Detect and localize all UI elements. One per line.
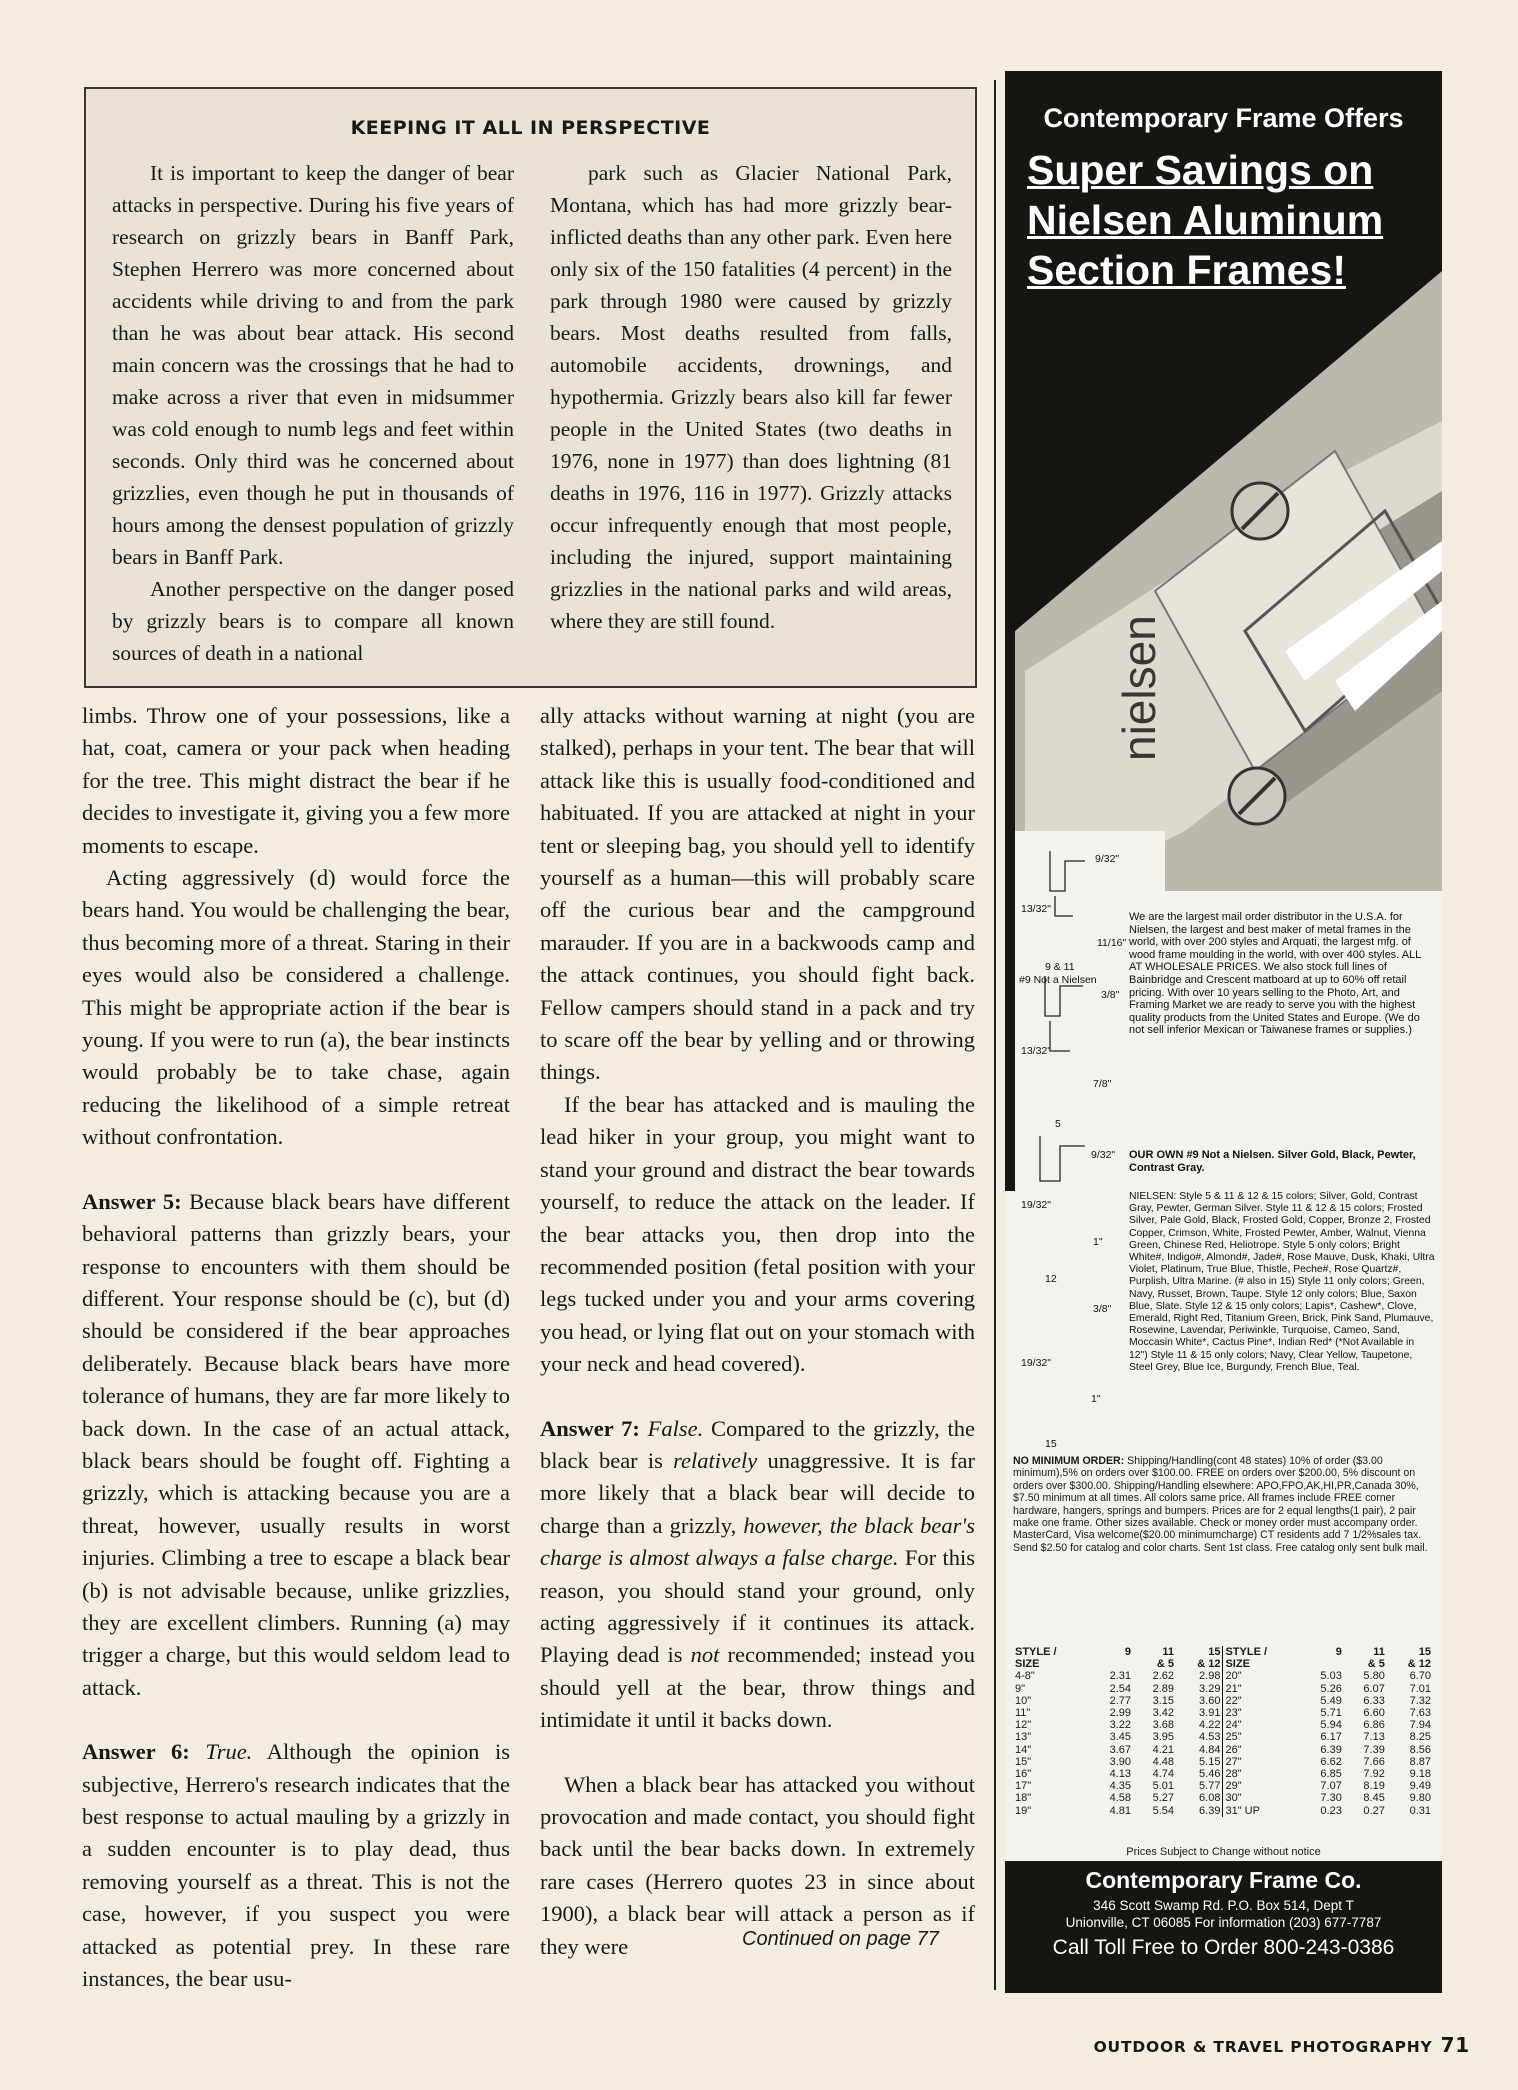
price-cell: 5.80	[1363, 1670, 1385, 1683]
price-cell: 3.91	[1199, 1707, 1221, 1720]
profile-label: 5	[1055, 1118, 1061, 1130]
price-cell: 5.27	[1152, 1792, 1175, 1805]
column-rule	[994, 80, 996, 1990]
company-phone: Unionville, CT 06085 For information (203) 677-7787	[1065, 1915, 1382, 1930]
price-cell: 2.89	[1152, 1682, 1175, 1695]
price-cell: 6.85	[1320, 1768, 1342, 1781]
price-cell: 5.77	[1199, 1780, 1221, 1793]
price-cell: 23"	[1223, 1707, 1301, 1719]
price-cell: 3.95	[1152, 1731, 1175, 1744]
answer-label: Answer 7:	[540, 1415, 640, 1441]
price-cell: 5.46	[1199, 1768, 1221, 1781]
middle-column	[540, 700, 975, 1963]
paragraph: limbs. Throw one of your possessions, like a hat, coat, camera or your pack when heading for the tree. This might distract the bear if he decides to investigate it, giving you a few more moments to escape.	[82, 703, 510, 858]
price-cell: 2.62	[1152, 1670, 1175, 1683]
paragraph: ally attacks without warning at night (you are stalked), perhaps in your tent. The bear that will attack like this is usually food-conditioned and habituated. If you are attacked at night in your tent or sleeping bag, you should yell to identify yourself as a human—this will probably scare off the curious bear and the campground marauder. If you are in a backwoods camp and the attack continues, you should fight back. Fellow campers should stand in a pack and try to scare off the bear by yelling and or throwing things.	[540, 703, 975, 1085]
price-cell: 30"	[1223, 1792, 1301, 1804]
answer-7	[540, 1413, 975, 1737]
paragraph: Acting aggressively (d) would force the bears hand. You would be challenging the bear, thus becoming more of a threat. Staring in their eyes would also be considered a challenge. This might be appropriate action if the bear is young. If you were to run (a), the bear instincts would probably be to take chase, again reducing the likelihood of a simple retreat without confrontation.	[82, 865, 510, 1150]
price-cell: 15"	[1015, 1755, 1032, 1768]
price-cell: 9.18	[1409, 1768, 1431, 1781]
price-cell: 9.80	[1409, 1792, 1431, 1805]
emphasis: however, the black bear's charge is almost always a false charge.	[540, 1512, 975, 1571]
price-table-header	[1013, 1658, 1433, 1670]
column-header: 9	[1335, 1646, 1342, 1658]
price-cell: 5.26	[1320, 1682, 1342, 1695]
price-cell: 18"	[1015, 1792, 1032, 1805]
sidebar-paragraph: Another perspective on the danger posed by grizzly bears is to compare all known sources of death in a national	[112, 577, 514, 665]
column-header: STYLE /	[1015, 1646, 1057, 1658]
answer-verdict: True.	[205, 1739, 253, 1765]
continued-note: Continued on page 77	[742, 1928, 939, 1950]
price-row	[1013, 1695, 1433, 1707]
price-cell: 20"	[1223, 1670, 1301, 1682]
price-cell: 2.31	[1109, 1670, 1132, 1683]
price-row	[1013, 1792, 1433, 1804]
price-cell: 2.54	[1109, 1682, 1132, 1695]
profile-label: 12	[1045, 1273, 1057, 1285]
price-cell: 5.71	[1320, 1707, 1342, 1720]
sidebar-column-2	[550, 157, 952, 637]
price-cell: 4.35	[1109, 1780, 1132, 1793]
dim-label: 13/32"	[1021, 903, 1052, 915]
price-cell: 5.01	[1152, 1780, 1175, 1793]
profile-label: #9 Not a Nielsen	[1019, 974, 1097, 986]
sidebar-box	[84, 87, 977, 688]
price-cell: 6.33	[1363, 1694, 1385, 1707]
price-cell: 4.13	[1109, 1768, 1132, 1781]
brand-logo: nielsen	[1113, 615, 1165, 761]
price-cell: 6.86	[1363, 1719, 1385, 1732]
column-header: 11	[1373, 1646, 1385, 1658]
price-cell: 24"	[1223, 1719, 1301, 1731]
ad-photo-panel	[1005, 71, 1442, 1191]
column-header: 9	[1124, 1646, 1132, 1658]
price-cell: 3.45	[1109, 1731, 1132, 1744]
price-cell: 7.63	[1409, 1707, 1431, 1720]
ad-own-style: OUR OWN #9 Not a Nielsen. Silver Gold, Black, Pewter, Contrast Gray.	[1129, 1149, 1416, 1174]
sidebar-column-1	[112, 157, 514, 669]
price-cell: 6.60	[1363, 1707, 1385, 1720]
price-cell: 2.98	[1199, 1670, 1221, 1683]
price-cell: 3.29	[1199, 1682, 1221, 1695]
column-header: & 5	[1156, 1658, 1175, 1671]
price-cell: 3.90	[1109, 1755, 1132, 1768]
dim-label: 1"	[1093, 1236, 1103, 1248]
dim-label: 19/32"	[1021, 1357, 1052, 1369]
column-header: & 12	[1197, 1658, 1221, 1671]
price-row	[1013, 1670, 1433, 1682]
paragraph: When a black bear has attacked you without provocation and made contact, you should fight back until the bear backs down. In extremely rare cases (Herrero quotes 23 in since about 1900), a black bear will attack a person as if they were	[540, 1771, 975, 1959]
price-cell: 12"	[1015, 1719, 1032, 1732]
price-cell: 7.32	[1409, 1694, 1431, 1707]
sidebar-title: KEEPING IT ALL IN PERSPECTIVE	[350, 117, 711, 139]
price-cell: 9"	[1015, 1682, 1026, 1695]
sidebar-paragraph: It is important to keep the danger of bear attacks in perspective. During his five years of research on grizzly bears in Banff Park, Stephen Herrero was more concerned about accidents while driving to and from the park than he was about bear attack. His second main concern was the crossings that he had to make across a river that even in midsummer was cold enough to numb legs and feet within seconds. Only third was he concerned about grizzlies, even though he put in thousands of hours among the densest population of grizzly bears in Banff Park.	[112, 161, 514, 569]
price-cell: 6.39	[1199, 1804, 1221, 1817]
price-cell: 8.19	[1363, 1780, 1385, 1793]
dim-label: 19/32"	[1021, 1199, 1052, 1211]
answer-text: Because black bears have different behavioral patterns than grizzly bears, your response to encounters with them should be different. Your response should be (c), but (d) should be considered if the bear approaches deliberately. Because black bears have more tolerance of humans, they are far more likely to back down. In the case of an actual attack, black bears should be fought off. Fighting a grizzly, which is attacking because you are a threat, however, usually results in worst injuries. Climbing a tree to escape a black bear (b) is not advisable because, unlike grizzlies, they are excellent climbers. Running (a) may trigger a charge, but this would seldom lead to attack.	[82, 1188, 510, 1700]
price-cell: 5.94	[1320, 1719, 1342, 1732]
price-cell: 7.66	[1363, 1755, 1385, 1768]
price-cell: 17"	[1015, 1780, 1032, 1793]
price-cell: 8.25	[1409, 1731, 1431, 1744]
price-cell: 5.49	[1320, 1694, 1342, 1707]
price-cell: 4.53	[1199, 1731, 1221, 1744]
price-cell: 3.15	[1152, 1694, 1175, 1707]
price-cell: 6.08	[1199, 1792, 1221, 1805]
column-header: 11	[1162, 1646, 1175, 1658]
magazine-name: OUTDOOR & TRAVEL PHOTOGRAPHY	[1093, 2038, 1433, 2056]
price-cell: 4.22	[1199, 1719, 1221, 1732]
price-cell: 5.15	[1199, 1755, 1221, 1768]
company-address: 346 Scott Swamp Rd. P.O. Box 514, Dept T	[1093, 1898, 1354, 1913]
sidebar-paragraph: park such as Glacier National Park, Montana, which has had more grizzly bear-inflicted deaths than any other park. Even here only six of the 150 fatalities (4 percent) in the park through 1980 were caused by grizzly bears. Most deaths resulted from falls, automobile accidents, drownings, and hypothermia. Grizzly bears also kill far fewer people in the United States (two deaths in 1976, none in 1977) than does lightning (81 deaths in 1976, 116 in 1977). Grizzly attacks occur infrequently enough that most people, including the injured, support maintaining grizzlies in the national parks and wild areas, where they are still found.	[550, 161, 952, 633]
dim-label: 11/16"	[1097, 937, 1127, 949]
price-cell: 4.74	[1152, 1768, 1175, 1781]
price-cell: 26"	[1223, 1744, 1301, 1756]
page-footer	[1094, 2033, 1470, 2057]
answer-text: unaggressive. It is far more likely that a black bear will decide to charge than a grizzly,	[540, 1447, 975, 1538]
price-cell: 6.07	[1363, 1682, 1385, 1695]
price-row	[1013, 1744, 1433, 1756]
price-cell: 3.42	[1152, 1707, 1175, 1720]
price-row	[1013, 1756, 1433, 1768]
profile-label: 9 & 11	[1045, 961, 1075, 973]
price-cell: 6.39	[1320, 1743, 1342, 1756]
price-cell: 3.68	[1152, 1719, 1175, 1732]
price-cell: 4.84	[1199, 1743, 1221, 1756]
dim-label: 3/8"	[1101, 989, 1120, 1001]
price-cell: 0.23	[1320, 1804, 1342, 1817]
toll-free-line: Call Toll Free to Order 800-243-0386	[1052, 1936, 1395, 1959]
answer-label: Answer 6:	[82, 1739, 190, 1765]
price-cell: 22"	[1223, 1695, 1301, 1707]
profile-drawings	[1015, 831, 1135, 1191]
price-cell: 5.03	[1320, 1670, 1342, 1683]
column-header: STYLE /	[1223, 1646, 1301, 1658]
emphasis: not	[690, 1642, 720, 1668]
price-cell: 7.01	[1409, 1682, 1431, 1695]
price-row	[1013, 1805, 1433, 1817]
order-label: NO MINIMUM ORDER:	[1013, 1455, 1125, 1467]
price-cell: 14"	[1015, 1743, 1032, 1756]
ad-colors: NIELSEN: Style 5 & 11 & 12 & 15 colors; Silver, Gold, Contrast Gray, Pewter, German Silver. Style 11 & 12 & 15 colors; Frosted Silver, Pale Gold, Black, Frosted Gold, Copper, Bronze 2, Frosted Copper, Crimson, White, Frosted Pewter, Amber, Walnut, Vienna Green, Chinese Red, Heliotrope. Style 5 only colors; Bright White#, Indigo#, Almond#, Jade#, Rose Mauve, Dusk, Khaki, Ultra Violet, Platinum, True Blue, Thistle, Peche#, Rose Quartz#, Purplish, Ultra Marine. (# also in 15) Style 11 only colors; Green, Navy, Russet, Brown, Taupe. Style 12 only colors; Blue, Saxon Blue, Slate. Style 12 & 15 only colors; Lapis*, Cashew*, Clove, Emerald, Right Red, Titanium Green, Brick, Pink Sand, Plumauve, Rosewine, Lavendar, Periwinkle, Turquoise, Cameo, Sand, Moccasin White*, Cactus Pine*, Indian Red* (*Not Available in 12") Style 11 & 15 only colors; Navy, Clear Yellow, Taupetone, Steel Grey, Blue Ice, Burgundy, French Blue, Teal.	[1129, 1191, 1435, 1373]
answer-verdict: False.	[647, 1415, 704, 1441]
ad-intro: We are the largest mail order distributor in the U.S.A. for Nielsen, the largest and best maker of metal frames in the world, with over 200 styles and Arquati, the largest mfg. of wood frame moulding in the world, with over 400 styles. ALL AT WHOLESALE PRICES. We also stock full lines of Bainbridge and Crescent matboard at up to 60% off retail pricing. With over 10 years selling to the Photo, Art, and Framing Market we are ready to serve you with the highest quality products from the United States and Europe. (We do not sell inferior Mexican or Taiwanese frames or supplies.)	[1129, 911, 1421, 1037]
dim-label: 3/8"	[1093, 1303, 1112, 1315]
price-cell: 21"	[1223, 1683, 1301, 1695]
order-text: Shipping/Handling(cont 48 states) 10% of order ($3.00 minimum),5% on orders over $100.00. FREE on orders over $200.00, 5% discount on orders over $300.00. Shipping/Handling elsewhere: APO,FPO,AK,HI,PR,Canada 30%, $7.50 minimum at all times. All colors same price. All frames include FREE corner hardware, hangers, springs and bumpers. Prices are for 2 equal lengths(1 pair), 2 pair make one frame. Other sizes available. Check or money order must accompany order. MasterCard, Visa welcome($20.00 minimumcharge) CT residents add 7 1/2%sales tax. Send $2.50 for catalog and color charts. Sent 1st class. Free catalog only sent bulk mail.	[1013, 1455, 1428, 1554]
page-number: 71	[1440, 2033, 1470, 2057]
price-cell: 8.45	[1363, 1792, 1385, 1805]
price-cell: 2.99	[1109, 1707, 1132, 1720]
ad-headline-line: Nielsen Aluminum	[1027, 197, 1384, 243]
column-header: & 12	[1407, 1658, 1431, 1671]
dim-label: 13/32"	[1021, 1045, 1052, 1057]
price-cell: 7.39	[1363, 1743, 1385, 1756]
price-cell: 4.21	[1152, 1743, 1175, 1756]
answer-label: Answer 5:	[82, 1188, 182, 1214]
price-cell: 6.70	[1409, 1670, 1431, 1683]
price-cell: 16"	[1015, 1768, 1032, 1781]
ad-contact-panel	[1005, 1861, 1442, 1993]
profile-label: 15	[1045, 1438, 1057, 1450]
price-cell: 7.94	[1409, 1719, 1431, 1732]
ad-headline-line: Section Frames!	[1027, 247, 1346, 293]
price-row	[1013, 1707, 1433, 1719]
price-table-header	[1013, 1646, 1433, 1658]
dim-label: 7/8"	[1093, 1078, 1112, 1090]
answer-text: Compared to the grizzly, the black bear is	[540, 1415, 975, 1473]
dim-label: 9/32"	[1095, 853, 1120, 865]
price-row	[1013, 1768, 1433, 1780]
price-cell: 7.30	[1320, 1792, 1342, 1805]
price-cell: 25"	[1223, 1731, 1301, 1743]
column-header: & 5	[1367, 1658, 1385, 1671]
price-cell: 9.49	[1409, 1780, 1431, 1793]
price-cell: 8.87	[1409, 1755, 1431, 1768]
price-cell: 0.31	[1409, 1804, 1431, 1817]
answer-text: recommended; instead you should yell at the bear, throw things and intimidate it until it backs down.	[540, 1642, 975, 1733]
price-row	[1013, 1719, 1433, 1731]
answer-6	[82, 1736, 510, 1995]
column-header: 15	[1418, 1646, 1431, 1658]
price-note: Prices Subject to Change without notice	[1126, 1846, 1321, 1858]
price-cell: 13"	[1015, 1731, 1032, 1744]
paragraph: If the bear has attacked and is mauling the lead hiker in your group, you might want to stand your ground and distract the bear towards yourself, to reduce the attack on the leader. If the bear attacks you, then drop into the recommended position (fetal position with your legs tucked under you and your arms covering you head, or lying flat out on your stomach with your neck and head covered).	[540, 1091, 975, 1377]
ad-headline-small: Contemporary Frame Offers	[1043, 103, 1404, 133]
price-cell: 27"	[1223, 1756, 1301, 1768]
column-header: SIZE	[1223, 1658, 1301, 1670]
price-cell: 6.62	[1320, 1755, 1342, 1768]
price-cell: 8.56	[1409, 1743, 1431, 1756]
price-cell: 0.27	[1363, 1804, 1385, 1817]
price-cell: 29"	[1223, 1780, 1301, 1792]
price-cell: 10"	[1015, 1694, 1032, 1707]
price-cell: 6.17	[1320, 1731, 1342, 1744]
ad-headline-line: Super Savings on	[1027, 147, 1374, 193]
price-cell: 3.67	[1109, 1743, 1132, 1756]
column-header: SIZE	[1015, 1658, 1040, 1671]
answer-5	[82, 1186, 510, 1705]
price-cell: 2.77	[1109, 1694, 1132, 1707]
emphasis: relatively	[673, 1447, 758, 1473]
price-cell: 3.60	[1199, 1694, 1221, 1707]
price-cell: 3.22	[1109, 1719, 1132, 1732]
ad-order-terms	[1013, 1455, 1433, 1554]
column-header	[1090, 1658, 1133, 1670]
price-table	[1013, 1646, 1433, 1817]
price-row	[1013, 1683, 1433, 1695]
price-cell: 4.81	[1109, 1804, 1132, 1817]
price-cell: 7.13	[1363, 1731, 1385, 1744]
price-cell: 28"	[1223, 1768, 1301, 1780]
column-header: 15	[1208, 1646, 1221, 1658]
answer-text: Although the opinion is subjective, Herrero's research indicates that the best response to actual mauling by a grizzly in a sudden encounter is to play dead, thus removing yourself as a threat. This is not the case, however, if you suspect you were attacked as potential prey. In these rare instances, the bear usu-	[82, 1739, 510, 1992]
column-header	[1301, 1658, 1344, 1670]
price-cell: 19"	[1015, 1804, 1032, 1817]
dim-label: 1"	[1091, 1393, 1101, 1405]
price-cell: 4-8"	[1015, 1670, 1035, 1683]
price-cell: 11"	[1015, 1707, 1031, 1720]
price-cell: 7.92	[1363, 1768, 1385, 1781]
company-name: Contemporary Frame Co.	[1085, 1867, 1362, 1893]
price-cell: 4.48	[1152, 1755, 1175, 1768]
advertisement	[1005, 71, 1442, 1993]
price-cell: 31" UP	[1223, 1805, 1301, 1817]
price-cell: 4.58	[1109, 1792, 1132, 1805]
left-column	[82, 700, 510, 1995]
answer-text: For this reason, you should stand your ground, only acting aggressively if it continues its attack. Playing dead is	[540, 1545, 975, 1668]
price-row	[1013, 1731, 1433, 1743]
price-row	[1013, 1780, 1433, 1792]
price-cell: 7.07	[1320, 1780, 1342, 1793]
dim-label: 9/32"	[1091, 1149, 1116, 1161]
price-cell: 5.54	[1152, 1804, 1175, 1817]
